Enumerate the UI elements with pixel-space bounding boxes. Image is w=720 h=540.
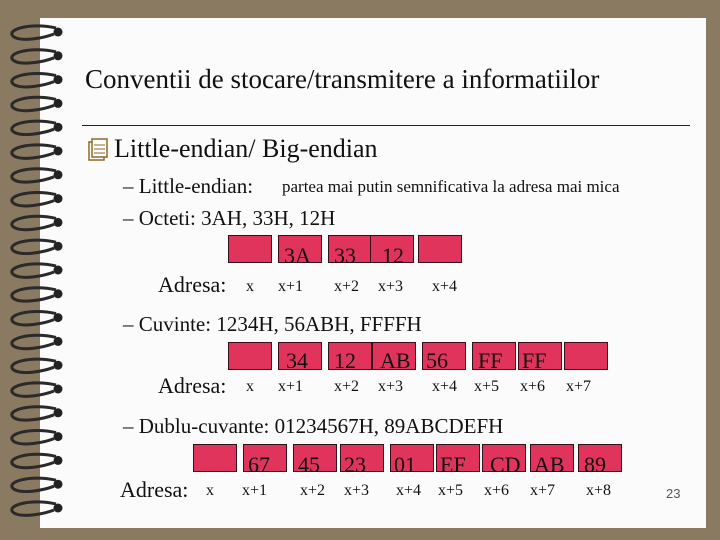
address-x4: x+4	[432, 378, 458, 395]
spiral-ring	[12, 121, 56, 134]
address-x: x	[246, 278, 254, 295]
address-x1: x+1	[278, 278, 304, 295]
spiral-ring	[12, 50, 56, 63]
address-x5: x+5	[474, 378, 500, 395]
spiral-ring	[12, 359, 56, 372]
address-x2: x+2	[334, 278, 360, 295]
spiral-ring	[12, 502, 56, 515]
address-x3: x+3	[344, 482, 370, 499]
spiral-ring	[12, 145, 56, 158]
spiral-ring	[12, 73, 56, 86]
spiral-hole	[54, 361, 63, 370]
cell-value: AB	[380, 348, 411, 373]
spiral-hole	[54, 408, 63, 417]
address-x5: x+5	[438, 482, 464, 499]
spiral-ring	[12, 97, 56, 110]
sub-bullet-little-endian-desc: partea mai putin semnificativa la adresa mai mica	[282, 177, 620, 196]
address-label: Adresa:	[158, 272, 227, 297]
slide-number: 23	[666, 486, 681, 501]
spiral-ring	[12, 430, 56, 443]
cell-value: 01	[394, 452, 416, 477]
address-x1: x+1	[242, 482, 268, 499]
spiral-hole	[54, 432, 63, 441]
cell-value: 34	[286, 348, 308, 373]
spiral-ring	[12, 335, 56, 348]
spiral-hole	[54, 28, 63, 37]
address-x4: x+4	[396, 482, 422, 499]
address-x4: x+4	[432, 278, 458, 295]
sub-bullet-octeti: – Octeti: 3AH, 33H, 12H	[123, 206, 336, 230]
memory-cell	[228, 235, 272, 263]
spiral-hole	[54, 480, 63, 489]
sub-bullet-dublu-cuvante: – Dublu-cuvante: 01234567H, 89ABCDEFH	[123, 414, 504, 438]
spiral-hole	[54, 337, 63, 346]
spiral-hole	[54, 170, 63, 179]
address-label: Adresa:	[158, 373, 227, 398]
notepad-bullet-icon	[86, 138, 108, 162]
spiral-ring	[12, 192, 56, 205]
memory-cell	[418, 235, 462, 263]
spiral-hole	[54, 385, 63, 394]
spiral-hole	[54, 51, 63, 60]
sub-bullet-little-endian-label: – Little-endian:	[123, 174, 254, 198]
address-x1: x+1	[278, 378, 304, 395]
address-x7: x+7	[530, 482, 556, 499]
cell-value: FF	[522, 348, 547, 373]
cell-value: AB	[534, 452, 565, 477]
spiral-hole	[54, 75, 63, 84]
sub-bullet-cuvinte: – Cuvinte: 1234H, 56ABH, FFFFH	[123, 312, 422, 336]
memory-cell	[228, 342, 272, 370]
cell-value: 12	[334, 348, 356, 373]
address-x3: x+3	[378, 378, 404, 395]
memory-cell	[564, 342, 608, 370]
spiral-hole	[54, 504, 63, 513]
address-x3: x+3	[378, 278, 404, 295]
spiral-hole	[54, 242, 63, 251]
spiral-hole	[54, 99, 63, 108]
spiral-hole	[54, 456, 63, 465]
cell-value: 3A	[284, 243, 311, 268]
address-x6: x+6	[520, 378, 546, 395]
spiral-hole	[54, 266, 63, 275]
address-x: x	[206, 482, 214, 499]
spiral-ring	[12, 264, 56, 277]
cell-value: 12	[382, 243, 404, 268]
spiral-hole	[54, 289, 63, 298]
address-label: Adresa:	[120, 477, 189, 502]
address-x7: x+7	[566, 378, 592, 395]
spiral-hole	[54, 313, 63, 322]
title-divider	[82, 125, 690, 126]
cell-value: EF	[440, 452, 466, 477]
cell-value: 56	[426, 348, 448, 373]
cell-value: FF	[478, 348, 503, 373]
spiral-binding	[0, 20, 70, 530]
address-x8: x+8	[586, 482, 612, 499]
cell-value: 33	[334, 243, 356, 268]
memory-cell	[193, 444, 237, 472]
spiral-hole	[54, 147, 63, 156]
spiral-ring	[12, 169, 56, 182]
address-x6: x+6	[484, 482, 510, 499]
spiral-ring	[12, 240, 56, 253]
cell-value: 67	[248, 452, 270, 477]
spiral-ring	[12, 407, 56, 420]
spiral-ring	[12, 454, 56, 467]
address-x2: x+2	[300, 482, 326, 499]
cell-value: 45	[298, 452, 320, 477]
spiral-hole	[54, 194, 63, 203]
spiral-ring	[12, 478, 56, 491]
spiral-ring	[12, 311, 56, 324]
address-x: x	[246, 378, 254, 395]
cell-value: 23	[344, 452, 366, 477]
spiral-ring	[12, 383, 56, 396]
address-x2: x+2	[334, 378, 360, 395]
slide-title: Conventii de stocare/transmitere a informatiilor	[85, 64, 600, 94]
cell-value: 89	[584, 452, 606, 477]
main-bullet-text: Little-endian/ Big-endian	[114, 134, 378, 163]
cell-value: CD	[490, 452, 521, 477]
spiral-hole	[54, 218, 63, 227]
spiral-ring	[12, 26, 56, 39]
spiral-ring	[12, 288, 56, 301]
spiral-hole	[54, 123, 63, 132]
spiral-ring	[12, 216, 56, 229]
